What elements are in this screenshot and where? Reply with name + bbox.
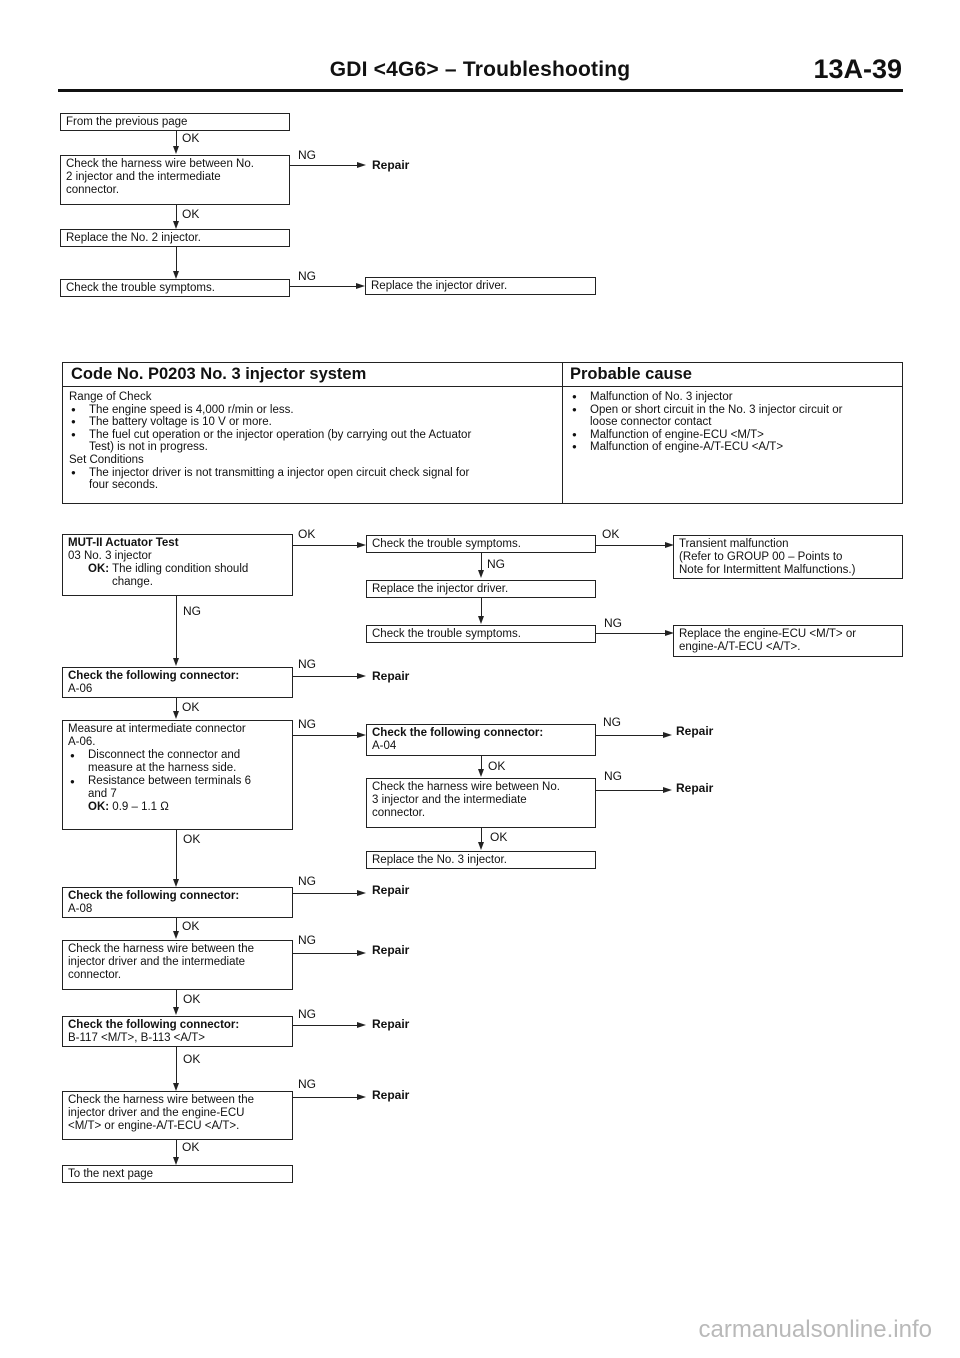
connector-line: [481, 756, 482, 769]
measure-bullet-cont: measure at the harness side.: [88, 762, 237, 774]
connector-id: A-06: [68, 683, 93, 695]
arrow-right-icon: [357, 1094, 366, 1100]
cause-item: ● Malfunction of engine-ECU <M/T>: [570, 429, 900, 442]
connector-id: B-117 <M/T>, B-113 <A/T>: [68, 1032, 206, 1044]
cause-item-cont: loose connector contact: [590, 416, 712, 429]
replace-no3-injector-label: Replace the No. 3 injector.: [372, 854, 507, 866]
arrow-down-icon: [478, 616, 484, 624]
connector-line: [176, 698, 177, 711]
connector-line: [176, 1047, 177, 1083]
replace-injector-driver-box: [365, 277, 596, 295]
transient-line: Transient malfunction: [679, 538, 789, 550]
arrow-right-icon: [357, 542, 366, 548]
ng-label: NG: [487, 557, 505, 571]
check-connector-b117-box: [62, 1016, 293, 1047]
replace-ecu-line: Replace the engine-ECU <M/T> or: [679, 628, 857, 640]
arrow-right-icon: [357, 673, 366, 679]
replace-ecu-box: [673, 625, 903, 657]
ok-label: OK: [182, 700, 200, 714]
check-connector-a08-box: [62, 887, 293, 918]
arrow-right-icon: [357, 1022, 366, 1028]
set-condition-item-cont: four seconds.: [89, 479, 159, 492]
arrow-right-icon: [357, 950, 366, 956]
ok-label: OK: [490, 830, 508, 844]
ng-label: NG: [183, 604, 201, 618]
connector-line: [596, 790, 664, 791]
ok-spec-label: OK:: [88, 801, 110, 813]
cause-item: ● Malfunction of No. 3 injector: [570, 391, 900, 404]
transient-malfunction-box: [673, 535, 903, 579]
mut-title: MUT-II Actuator Test: [68, 537, 179, 549]
connector-line: [596, 545, 666, 546]
connector-line: [176, 830, 177, 879]
connector-line: [176, 131, 177, 146]
arrow-down-icon: [173, 221, 179, 229]
mid-check-symptoms-label: Check the trouble symptoms.: [372, 538, 521, 550]
ng-label: NG: [298, 657, 316, 671]
connector-line: [176, 596, 177, 658]
arrow-right-icon: [356, 283, 365, 289]
connector-line: [596, 633, 666, 634]
connector-line: [176, 1140, 177, 1157]
arrow-down-icon: [173, 1157, 179, 1165]
arrow-right-icon: [357, 162, 366, 168]
ok-label: OK: [488, 759, 506, 773]
mid-check-symptoms-2-label: Check the trouble symptoms.: [372, 628, 521, 640]
arrow-down-icon: [173, 658, 179, 666]
repair-label: Repair: [372, 943, 410, 957]
ok-spec-value: 0.9 – 1.1 Ω: [112, 801, 169, 813]
arrow-down-icon: [173, 931, 179, 939]
to-next-page-label: To the next page: [68, 1168, 154, 1180]
range-heading: Range of Check: [69, 391, 152, 403]
connector-line: [293, 676, 358, 677]
ng-label: NG: [603, 715, 621, 729]
ok-label: OK: [182, 207, 200, 221]
connector-check-title: Check the following connector:: [372, 727, 544, 739]
mid-check-symptoms-box: [366, 535, 596, 553]
measure-line: Measure at intermediate connector: [68, 723, 246, 735]
replace-ecu-line: engine-A/T-ECU <A/T>.: [679, 641, 801, 653]
ng-label: NG: [298, 148, 316, 162]
connector-line: [293, 545, 358, 546]
cause-item: ● Open or short circuit in the No. 3 injector circuit or: [570, 404, 900, 417]
connector-line: [176, 990, 177, 1007]
mid-replace-driver-box: [366, 580, 596, 598]
ng-label: NG: [298, 269, 316, 283]
measure-line: A-06.: [68, 736, 96, 748]
measure-bullet-cont: and 7: [88, 788, 117, 800]
connector-line: [176, 247, 177, 271]
ok-label: OK: [182, 1140, 200, 1154]
connector-line: [596, 735, 664, 736]
replace-no2-injector-box: [60, 229, 290, 247]
connector-id: A-08: [68, 903, 93, 915]
ok-label: OK: [182, 131, 200, 145]
repair-label: Repair: [676, 781, 714, 795]
range-item: ● The battery voltage is 10 V or more.: [69, 416, 557, 429]
cause-item: ● Malfunction of engine-A/T-ECU <A/T>: [570, 441, 900, 454]
harness-driver-line: Check the harness wire between the: [68, 943, 255, 955]
ok-label: OK: [182, 919, 200, 933]
check-trouble-symptoms-box: [60, 279, 290, 297]
mut-item: 03 No. 3 injector: [68, 550, 152, 562]
repair-label: Repair: [372, 1017, 410, 1031]
check-connector-a06-box: [62, 667, 293, 698]
table-divider: [562, 363, 563, 503]
transient-line: Note for Intermittent Malfunctions.): [679, 564, 856, 576]
harness-no2-check-box: [60, 155, 290, 205]
ng-label: NG: [298, 874, 316, 888]
arrow-down-icon: [173, 1007, 179, 1015]
page-title: GDI <4G6> – Troubleshooting: [329, 58, 631, 81]
measure-bullet: ● Resistance between terminals 6: [68, 775, 288, 788]
connector-line: [481, 828, 482, 842]
arrow-down-icon: [478, 842, 484, 850]
mid-check-symptoms-2-box: [366, 625, 596, 643]
replace-injector-driver-label: Replace the injector driver.: [371, 280, 508, 292]
harness-no2-line: connector.: [66, 184, 120, 196]
connector-line: [481, 553, 482, 570]
ok-label: OK: [602, 527, 620, 541]
table-divider: [63, 386, 902, 387]
arrow-right-icon: [663, 732, 672, 738]
range-item: ● The engine speed is 4,000 r/min or less.: [69, 404, 557, 417]
set-condition-item: ● The injector driver is not transmitting a injector open circuit check signal for: [69, 467, 557, 480]
harness-no3-line: Check the harness wire between No.: [372, 781, 560, 793]
connector-line: [293, 1025, 358, 1026]
code-title: Code No. P0203 No. 3 injector system: [71, 365, 367, 383]
check-trouble-symptoms-label: Check the trouble symptoms.: [66, 282, 215, 294]
harness-ecu-line: Check the harness wire between the: [68, 1094, 255, 1106]
harness-driver-line: connector.: [68, 969, 122, 981]
connector-check-title: Check the following connector:: [68, 890, 240, 902]
ok-label: OK: [298, 527, 316, 541]
harness-no3-line: 3 injector and the intermediate: [372, 794, 527, 806]
repair-label: Repair: [676, 724, 714, 738]
connector-check-title: Check the following connector:: [68, 670, 240, 682]
mut-ii-actuator-test-box: [62, 534, 293, 596]
probable-cause-list: [570, 391, 900, 454]
harness-no3-line: connector.: [372, 807, 426, 819]
ok-spec-label: OK:: [88, 563, 110, 575]
arrow-down-icon: [173, 711, 179, 719]
probable-cause-title: Probable cause: [570, 365, 692, 383]
connector-line: [176, 918, 177, 931]
connector-line: [176, 205, 177, 221]
arrow-down-icon: [478, 570, 484, 578]
harness-no3-check-box: [366, 778, 596, 828]
code-table: [62, 362, 903, 504]
ok-spec-text: The idling condition should: [112, 563, 249, 575]
harness-driver-intermediate-box: [62, 940, 293, 990]
repair-label: Repair: [372, 669, 410, 683]
set-conditions-heading: Set Conditions: [69, 453, 144, 466]
repair-label: Repair: [372, 883, 410, 897]
watermark: carmanualsonline.info: [698, 1316, 932, 1343]
connector-line: [293, 953, 358, 954]
arrow-down-icon: [173, 879, 179, 887]
range-item-cont: Test) is not in progress.: [89, 441, 208, 454]
connector-line: [481, 598, 482, 616]
range-item: ● The fuel cut operation or the injector operation (by carrying out the Actuator: [69, 429, 557, 442]
ng-label: NG: [604, 616, 622, 630]
harness-driver-ecu-box: [62, 1091, 293, 1140]
arrow-down-icon: [173, 271, 179, 279]
ng-label: NG: [298, 717, 316, 731]
check-connector-a04-box: [366, 724, 596, 756]
connector-line: [293, 735, 358, 736]
to-next-page-box: [62, 1165, 293, 1183]
connector-line: [293, 893, 358, 894]
connector-id: A-04: [372, 740, 397, 752]
from-previous-page-label: From the previous page: [66, 116, 188, 128]
code-conditions: [69, 391, 557, 492]
harness-no2-line: 2 injector and the intermediate: [66, 171, 221, 183]
repair-label: Repair: [372, 158, 410, 172]
arrow-right-icon: [663, 787, 672, 793]
repair-label: Repair: [372, 1088, 410, 1102]
arrow-right-icon: [357, 890, 366, 896]
connector-line: [290, 165, 359, 166]
connector-check-title: Check the following connector:: [68, 1019, 240, 1031]
arrow-down-icon: [173, 146, 179, 154]
ng-label: NG: [298, 1007, 316, 1021]
measure-bullet: ● Disconnect the connector and: [68, 749, 288, 762]
from-previous-page-box: [60, 113, 290, 131]
harness-ecu-line: <M/T> or engine-A/T-ECU <A/T>.: [68, 1120, 240, 1132]
arrow-down-icon: [173, 1083, 179, 1091]
page-number: 13A-39: [813, 54, 902, 84]
harness-ecu-line: injector driver and the engine-ECU: [68, 1107, 245, 1119]
harness-no2-line: Check the harness wire between No.: [66, 158, 254, 170]
harness-driver-line: injector driver and the intermediate: [68, 956, 246, 968]
ng-label: NG: [298, 1077, 316, 1091]
ok-label: OK: [183, 832, 201, 846]
ok-label: OK: [183, 1052, 201, 1066]
arrow-right-icon: [357, 732, 366, 738]
ng-label: NG: [604, 769, 622, 783]
connector-line: [290, 286, 357, 287]
replace-no3-injector-box: [366, 851, 596, 869]
ok-spec-text-cont: change.: [112, 576, 153, 588]
transient-line: (Refer to GROUP 00 – Points to: [679, 551, 843, 563]
arrow-down-icon: [478, 769, 484, 777]
mid-replace-driver-label: Replace the injector driver.: [372, 583, 509, 595]
ng-label: NG: [298, 933, 316, 947]
measure-intermediate-connector-box: [62, 720, 293, 830]
header-rule: [58, 89, 903, 92]
ok-label: OK: [183, 992, 201, 1006]
replace-no2-injector-label: Replace the No. 2 injector.: [66, 232, 201, 244]
connector-line: [293, 1097, 358, 1098]
